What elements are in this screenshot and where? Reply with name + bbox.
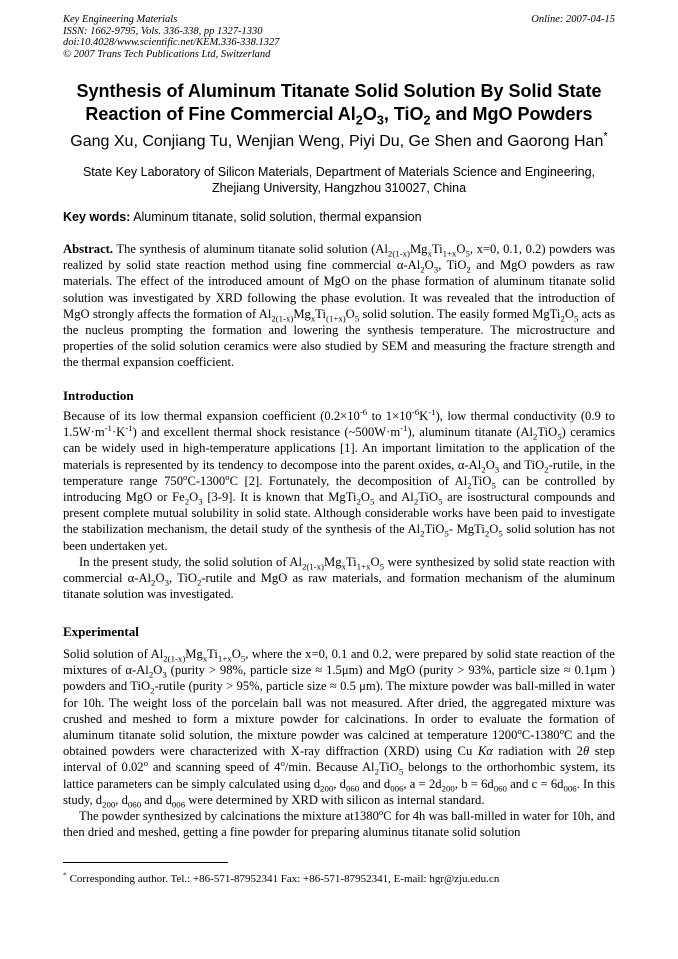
keywords-text: Aluminum titanate, solid solution, thermal expansion	[133, 210, 422, 224]
experimental-paragraph-1: Solid solution of $Al_{2(1-x)}Mg_xTi_{1+x}O_5$, where the x=0, 0.1 and 0.2, were prepared by solid state reaction of the mixtures of $\alpha-Al_2O_3$ (purity > 98%, particle size ≈ 1.5μm) and MgO (purity > 93%, particle size ≈ 0.1μm ) powders and TiO$_2$-rutile (purity > 95%, particle size ≈ 0.5 μm). The mixture powder was ball-milled in water for 10h. The weight loss of the porcelain ball was not measured. After dried, the aggregated mixture was crushed and meshed to form a mixture powder for calcinations. In order to evaluate the formation of aluminum titanate solid solution, the mixture powder was calcined at temperature 1200$^o$C-1380$^o$C and the obtained powders were characterized with X-ray diffraction (XRD) using Cu Kα radiation with 2θ step interval of 0.02$^o$ and scanning speed of 4$^o$/min. Because $Al_2TiO_5$ belongs to the orthorhombic system, its lattice parameters can be simply calculated using $d_{200}$, $d_{060}$ and $d_{006}$, $a = 2d_{200}$, $b = 6d_{060}$ and $c = 6d_{006}$. In this study, $d_{200}$, $d_{060}$ and $d_{006}$ were determined by XRD with silicon as internal standard.	[63, 647, 616, 810]
introduction-paragraph-2: In the present study, the solid solution of $Al_{2(1-x)}Mg_xTi_{1+x}O_5$ were synthesized by solid state reaction with commercial $\alpha-Al_2O_3$, TiO$_2$-rutile and MgO as raw materials, and formation mechanism of the aluminum titanate solution was investigated.	[63, 554, 616, 602]
introduction-section	[63, 408, 615, 602]
paper-title	[40, 80, 638, 126]
journal-header	[63, 14, 615, 60]
experimental-paragraph-2: The powder synthesized by calcinations the mixture at1380$^o$C for 4h was ball-milled in water for 10h, and then dried and meshed, getting a fine powder for preparing aluminus titanate solid solution	[63, 806, 616, 840]
affiliation	[40, 164, 638, 196]
doi-line[interactable]: doi:10.4028/www.scientific.net/KEM.336-338.1327	[63, 37, 280, 48]
online-date: Online: 2007-04-15	[531, 14, 615, 25]
title-line-1: Synthesis of Aluminum Titanate Solid Solution By Solid State	[76, 81, 602, 101]
experimental-heading: Experimental	[63, 624, 139, 639]
journal-name: Key Engineering Materials	[63, 14, 178, 25]
abstract	[63, 241, 615, 371]
affiliation-line-2: Zhejiang University, Hangzhou 310027, China	[211, 181, 467, 195]
keywords-label: Key words:	[63, 210, 131, 224]
copyright-line: © 2007 Trans Tech Publications Ltd, Switzerland	[63, 48, 271, 60]
issn-line: ISSN: 1662-9795, Vols. 336-338, pp 1327-1330	[63, 25, 263, 37]
abstract-text: The synthesis of aluminum titanate solid solution ($Al_{2(1-x)}Mg_xTi_{1+x}O_5$, x=0, 0.1, 0.2) powders was realized by solid state reaction method using fine commercial $\alpha-Al_2O_3$, TiO$_2$ and MgO powders as raw materials. The effect of the introduced amount of MgO on the phase formation of aluminum titanate solid solution was investigated by XRD following the phase evolution. It was revealed that the introduction of MgO strongly affects the formation of $Al_{2(1-x)}Mg_xTi_{(1+x)}O_5$ solid solution. The easily formed $MgTi_2O_5$ acts as the nucleus prompting the formation and lowering the synthesis temperature. The microstructure and properties of the solid solution ceramics were also studied by SEM and measuring the fracture strength and the thermal expansion coefficient.	[63, 242, 616, 370]
author-list: Gang Xu, Conjiang Tu, Wenjian Weng, Piyi Du, Ge Shen and Gaorong Han*	[70, 130, 608, 150]
affiliation-line-1: State Key Laboratory of Silicon Materials, Department of Materials Science and Engineering,	[82, 165, 596, 179]
abstract-label: Abstract.	[63, 242, 114, 256]
experimental-section	[63, 646, 615, 840]
introduction-heading: Introduction	[63, 388, 134, 403]
keywords	[63, 210, 615, 224]
introduction-paragraph-1: Because of its low thermal expansion coefficient ($0.2\times 10^{-6}$ to $1\times 10^{-6}K^{-1}$), low thermal conductivity (0.9 to $1.5W\cdot m^{-1}\cdot K^{-1}$) and excellent thermal shock resistance $(\sim 500W\cdot m^{-1})$, aluminum titanate $(Al_2TiO_5)$ ceramics can be widely used in high-temperature applications [1]. An important limitation to the application of the materials is represented by its tendency to decompose into the parent oxides, $\alpha-Al_2O_3$ and TiO$_2$-rutile, in the temperature range 750$^o$C-1300$^o$C [2]. Fortunately, the decomposition of $Al_2TiO_5$ can be controlled by introducing MgO or $Fe_2O_3$ [3-9]. It is known that $MgTi_2O_5$ and $Al_2TiO_5$ are isostructural compounds and present complete mutual solubility in solid state. Although considerable works have been paid to investigate the stabilization mechanism, the detail study of the synthesis of the $Al_2TiO_5-$ $MgTi_2O_5$ solid solution has not been undertaken yet.	[63, 406, 616, 553]
footnote-rule	[63, 862, 228, 863]
title-line-2: Reaction of Fine Commercial $Al_2O_3$, TiO$_2$ and MgO Powders	[85, 104, 593, 128]
footnote: * Corresponding author. Tel.: +86-571-87952341 Fax: +86-571-87952341, E-mail: hgr@zju.edu.cn	[63, 870, 500, 885]
